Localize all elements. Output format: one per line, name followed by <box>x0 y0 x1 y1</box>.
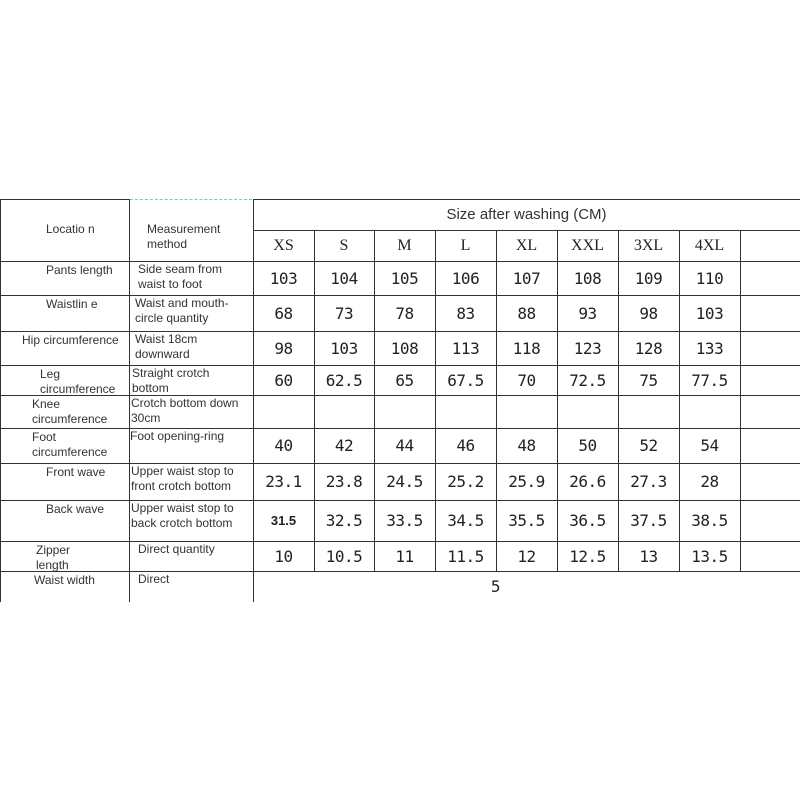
size-value-cell: 48 <box>517 436 536 455</box>
size-value-cell: 10 <box>274 546 293 566</box>
size-value-cell: 31.5 <box>270 513 297 528</box>
size-label-m: M <box>397 236 412 254</box>
size-value-cell: 42 <box>334 436 354 455</box>
size-value-cell: 70 <box>517 370 536 390</box>
row-location-label: Foot circumference <box>32 430 108 459</box>
size-value-cell: 65 <box>395 370 414 390</box>
row-method-label: Side seam from waist to foot <box>138 262 223 291</box>
size-value-cell: 24.5 <box>386 472 423 491</box>
size-value-cell: 98 <box>274 338 293 358</box>
row-location-label: Pants length <box>46 263 113 277</box>
size-value-cell: 104 <box>330 268 358 288</box>
size-value-cell: 38.5 <box>691 511 728 530</box>
method-header: Measurement method <box>147 222 221 251</box>
size-value-cell: 33.5 <box>386 511 423 530</box>
size-value-cell: 35.5 <box>508 511 545 530</box>
size-label-3xl: 3XL <box>633 236 664 254</box>
row-method-label: Waist 18cm downward <box>135 332 198 361</box>
location-header: Locatio n <box>46 222 95 236</box>
size-value-cell: 11.5 <box>447 546 484 566</box>
size-value-cell: 123 <box>573 338 602 358</box>
size-value-cell: 50 <box>578 436 597 455</box>
row-method-label: Upper waist stop to front crotch bottom <box>131 464 234 493</box>
size-value-cell: 88 <box>517 303 536 323</box>
size-value-cell: 103 <box>330 338 358 358</box>
row-method-label: Direct <box>138 572 170 586</box>
size-value-cell: 73 <box>334 303 354 323</box>
size-value-cell: 12.5 <box>569 546 606 566</box>
size-value-cell <box>679 395 740 428</box>
size-value-cell: 32.5 <box>325 511 363 530</box>
size-value-cell: 68 <box>274 303 293 323</box>
size-value-cell: 118 <box>512 338 541 358</box>
size-value-cell: 109 <box>634 268 663 288</box>
size-value-cell: 27.3 <box>630 472 667 491</box>
size-value-cell: 108 <box>573 268 602 288</box>
size-value-cell: 34.5 <box>447 511 484 530</box>
size-after-washing-title: Size after washing (CM) <box>446 206 607 223</box>
size-value-cell: 10.5 <box>325 546 363 566</box>
size-value-cell: 62.5 <box>325 370 363 390</box>
size-value-cell: 128 <box>634 338 663 358</box>
row-location-label: Waistlin e <box>46 297 98 311</box>
row-method-label: Waist and mouth-circle quantity <box>135 296 229 325</box>
size-label-xxl: XXL <box>571 236 604 254</box>
size-value-cell: 67.5 <box>447 370 484 390</box>
row-method-label: Direct quantity <box>138 542 215 556</box>
size-value-cell: 103 <box>269 268 298 288</box>
size-value-cell: 83 <box>456 303 475 323</box>
size-value-cell: 36.5 <box>569 511 606 530</box>
size-value-cell: 46 <box>456 436 475 455</box>
size-value-cell <box>374 395 435 428</box>
size-value-cell: 113 <box>451 338 480 358</box>
row-location-label: Front wave <box>46 465 106 479</box>
size-value-cell: 103 <box>695 303 724 323</box>
size-value-cell: 28 <box>700 472 719 491</box>
row-location-label: Knee circumference <box>32 397 108 426</box>
size-value-cell: 54 <box>700 436 719 455</box>
row-method-label: Crotch bottom down 30cm <box>131 396 239 425</box>
size-value-cell <box>557 395 618 428</box>
size-value-cell: 44 <box>395 436 414 455</box>
size-label-l: L <box>460 236 471 254</box>
size-label-4xl: 4XL <box>694 236 725 254</box>
row-location-label: Hip circumference <box>22 333 119 347</box>
size-value-cell: 110 <box>695 268 724 288</box>
size-value-cell: 52 <box>639 436 658 455</box>
size-label-xs: XS <box>273 236 294 254</box>
size-value-cell: 72.5 <box>569 370 606 390</box>
size-value-cell: 93 <box>578 303 597 323</box>
size-column-divider <box>740 230 741 571</box>
size-value-cell: 11 <box>395 546 414 566</box>
row-location-label: Leg circumference <box>40 367 116 396</box>
table-top-border <box>0 199 130 200</box>
size-value-cell: 37.5 <box>630 511 667 530</box>
size-value-cell: 78 <box>395 303 414 323</box>
size-value-cell <box>253 395 314 428</box>
size-value-cell: 26.6 <box>569 472 606 491</box>
row-location-label: Waist width <box>34 573 95 587</box>
size-value-cell: 12 <box>517 546 536 566</box>
size-value-cell: 108 <box>390 338 419 358</box>
size-value-cell <box>618 395 679 428</box>
size-value-cell: 40 <box>274 436 293 455</box>
size-chart-table <box>0 198 800 602</box>
size-value-cell: 25.2 <box>447 472 484 491</box>
size-value-cell: 107 <box>512 268 541 288</box>
size-value-cell: 13 <box>639 546 658 566</box>
size-value-cell <box>496 395 557 428</box>
size-value-cell: 77.5 <box>691 370 728 390</box>
size-value-cell: 133 <box>695 338 724 358</box>
size-value-cell: 105 <box>390 268 419 288</box>
size-value-cell <box>314 395 374 428</box>
row-location-label: Back wave <box>46 502 105 516</box>
row-method-label: Foot opening-ring <box>130 429 225 443</box>
size-label-xl: XL <box>515 236 538 254</box>
size-value-cell: 25.9 <box>508 472 545 491</box>
header-dashed-border <box>130 199 252 200</box>
size-value-cell: 23.1 <box>265 472 302 491</box>
waist-width-merged-value: 5 <box>490 577 501 596</box>
row-location-label: Zipper length <box>36 543 71 572</box>
size-value-cell: 106 <box>451 268 480 288</box>
size-value-cell: 13.5 <box>691 546 728 566</box>
size-value-cell: 75 <box>639 370 658 390</box>
row-method-label: Upper waist stop to back crotch bottom <box>131 501 234 530</box>
row-method-label: Straight crotch bottom <box>132 366 210 395</box>
size-label-s: S <box>339 236 349 254</box>
size-value-cell: 23.8 <box>325 472 363 491</box>
size-value-cell: 60 <box>274 370 293 390</box>
size-value-cell <box>435 395 496 428</box>
size-value-cell: 98 <box>639 303 658 323</box>
